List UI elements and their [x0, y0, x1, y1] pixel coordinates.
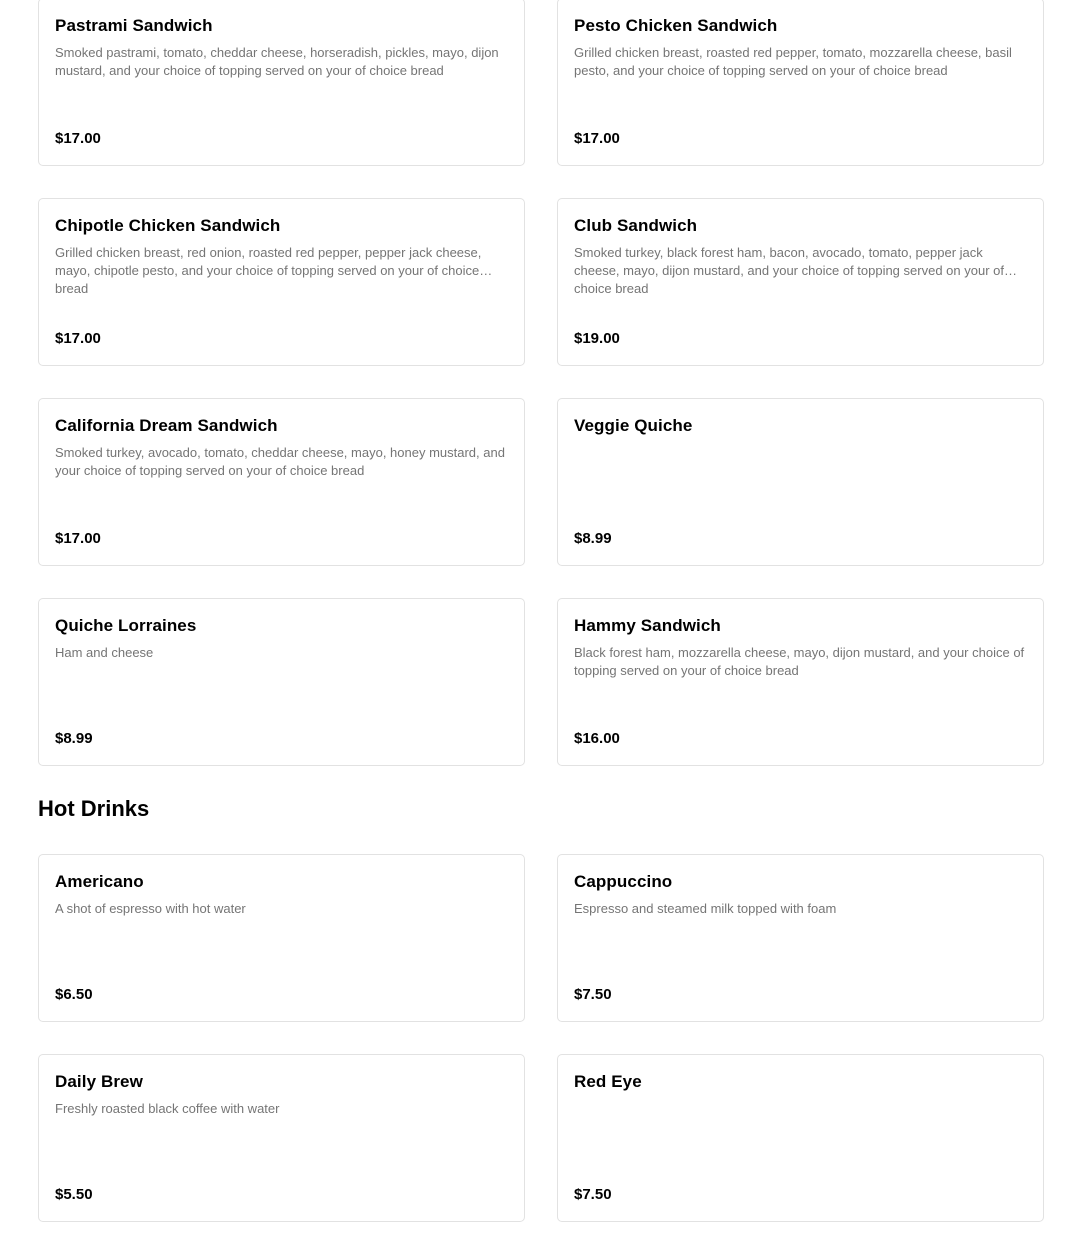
- menu-item-card[interactable]: [38, 1054, 525, 1222]
- item-price: $19.00: [574, 330, 620, 347]
- item-description: Smoked pastrami, tomato, cheddar cheese, horseradish, pickles, mayo, dijon mustard, and your choice of topping served on your of choice bread: [55, 45, 499, 78]
- item-name: Pesto Chicken Sandwich: [574, 16, 778, 35]
- item-name: Red Eye: [574, 1072, 642, 1091]
- hot-drinks-items-grid: [38, 854, 1044, 1222]
- item-name: Hammy Sandwich: [574, 616, 721, 635]
- item-name: Club Sandwich: [574, 216, 698, 235]
- item-name: Chipotle Chicken Sandwich: [55, 216, 281, 235]
- item-description: Ham and cheese: [55, 645, 154, 660]
- item-price: $17.00: [55, 530, 101, 547]
- item-price: $17.00: [55, 330, 101, 347]
- menu-item-card[interactable]: [557, 0, 1044, 166]
- menu-item-card[interactable]: [557, 398, 1044, 566]
- menu-item-card[interactable]: [38, 598, 525, 766]
- item-price: $6.50: [55, 986, 93, 1003]
- item-description: Espresso and steamed milk topped with foam: [574, 901, 837, 916]
- item-name: Veggie Quiche: [574, 416, 693, 435]
- menu-item-card[interactable]: [38, 398, 525, 566]
- menu-item-card[interactable]: [557, 1054, 1044, 1222]
- item-description: Freshly roasted black coffee with water: [55, 1101, 280, 1116]
- sandwich-items-grid: [38, 0, 1044, 766]
- item-price: $17.00: [55, 130, 101, 147]
- item-price: $7.50: [574, 1186, 612, 1203]
- menu-item-card[interactable]: [38, 854, 525, 1022]
- item-price: $16.00: [574, 730, 620, 747]
- item-name: Daily Brew: [55, 1072, 143, 1091]
- menu-item-card[interactable]: [38, 198, 525, 366]
- item-description: Grilled chicken breast, roasted red pepper, tomato, mozzarella cheese, basil pesto, and your choice of topping served on your of choice bread: [574, 45, 1012, 78]
- item-description: A shot of espresso with hot water: [55, 901, 246, 916]
- item-name: Americano: [55, 872, 144, 891]
- item-description: Grilled chicken breast, red onion, roasted red pepper, pepper jack cheese, mayo, chipotle pesto, and your choice of topping served on your of choice bread: [55, 245, 482, 296]
- section-heading-hot-drinks: Hot Drinks: [38, 796, 150, 821]
- item-description: Smoked turkey, black forest ham, bacon, avocado, tomato, pepper jack cheese, mayo, dijon mustard, and your choice of topping served on your of choice bread: [574, 245, 1004, 296]
- item-name: Pastrami Sandwich: [55, 16, 213, 35]
- item-description: Smoked turkey, avocado, tomato, cheddar cheese, mayo, honey mustard, and your choice of topping served on your of choice bread: [55, 445, 505, 478]
- item-price: $7.50: [574, 986, 612, 1003]
- item-price: $8.99: [574, 530, 612, 547]
- item-name: California Dream Sandwich: [55, 416, 278, 435]
- item-name: Quiche Lorraines: [55, 616, 197, 635]
- item-price: $17.00: [574, 130, 620, 147]
- menu-item-card[interactable]: [557, 598, 1044, 766]
- menu-item-card[interactable]: [557, 198, 1044, 366]
- menu-item-card[interactable]: [557, 854, 1044, 1022]
- menu-item-card[interactable]: [38, 0, 525, 166]
- item-price: $5.50: [55, 1186, 93, 1203]
- item-price: $8.99: [55, 730, 93, 747]
- item-name: Cappuccino: [574, 872, 673, 891]
- item-description: Black forest ham, mozzarella cheese, mayo, dijon mustard, and your choice of topping served on your of choice bread: [574, 645, 1025, 678]
